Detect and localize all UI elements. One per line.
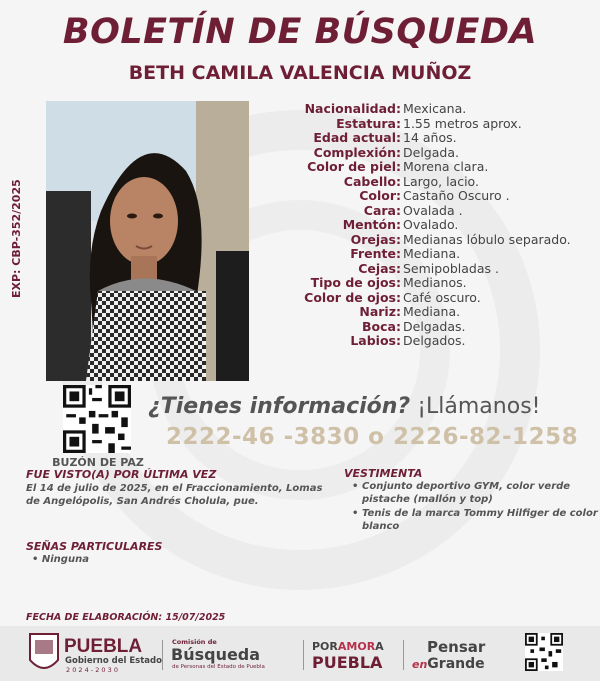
clothing-list <box>350 481 600 535</box>
qr-code-footer[interactable] <box>525 633 563 671</box>
creation-date: FECHA DE ELABORACIÓN: 15/07/2025 <box>26 612 226 623</box>
footer-divider <box>162 640 163 670</box>
puebla2-text: PUEBLA <box>312 653 383 672</box>
years-text: 2 0 2 4 - 2 0 3 0 <box>66 666 118 674</box>
pensar-text: Pensar <box>427 638 486 656</box>
poramor-text <box>312 640 384 653</box>
detail-label: Complexión: <box>313 144 401 160</box>
detail-label: Estatura: <box>336 115 401 131</box>
detail-label: Color de ojos: <box>304 289 401 305</box>
detail-row <box>262 247 600 262</box>
detail-row <box>262 262 600 277</box>
gobierno-text: Gobierno del Estado <box>65 656 162 666</box>
detail-label: Orejas: <box>350 231 401 247</box>
detail-row <box>262 204 600 219</box>
phone-numbers[interactable]: 2222-46 -3830 o 2226-82-1258 <box>166 424 579 450</box>
detail-label: Mentón: <box>342 217 401 232</box>
detail-value: Medianos. <box>403 275 467 290</box>
detail-label: Cara: <box>363 202 401 218</box>
detail-label: Edad actual: <box>313 130 401 145</box>
question-text: ¿Tienes información? <box>148 394 411 419</box>
grande-text: Grande <box>427 656 485 672</box>
puebla-logo-text: PUEBLA <box>64 636 143 657</box>
list-item: • Conjunto deportivo GYM, color verde pistache (mallón y top) <box>350 481 600 506</box>
detail-value: Mexicana. <box>403 101 467 116</box>
detail-label: Labios: <box>350 333 401 348</box>
detail-value: Ovalada . <box>403 202 463 218</box>
detail-value: Delgadas. <box>403 318 466 334</box>
physical-details <box>262 102 600 349</box>
detail-value: Café oscuro. <box>403 289 481 305</box>
detail-value: Semipobladas . <box>403 260 499 276</box>
detail-value: Ovalado. <box>403 217 459 232</box>
detail-label: Nacionalidad: <box>304 101 401 116</box>
buzon-label: BUZÓN DE PAZ <box>52 456 144 469</box>
marks-heading: SEÑAS PARTICULARES <box>26 540 163 553</box>
detail-value: Delgados. <box>403 333 466 348</box>
detail-value: Medianas lóbulo separado. <box>403 231 571 247</box>
comision-small: Comisión de <box>172 638 217 646</box>
detail-row <box>262 291 600 306</box>
detail-value: Mediana. <box>403 246 461 261</box>
a-text: A <box>375 640 384 653</box>
detail-value: Largo, lacio. <box>403 173 479 189</box>
puebla-shield-icon <box>28 632 60 676</box>
engrande-text <box>412 656 485 672</box>
qr-code-buzon[interactable] <box>63 385 131 453</box>
detail-row <box>262 276 600 291</box>
detail-row <box>262 189 600 204</box>
en-text: en <box>412 658 428 671</box>
detail-row <box>262 320 600 335</box>
last-seen-heading: FUE VISTO(A) POR ÚLTIMA VEZ <box>26 468 217 481</box>
detail-value: Delgada. <box>403 144 459 160</box>
detail-value: Morena clara. <box>403 159 489 174</box>
case-number: EXP: CBP-352/2025 <box>10 179 23 298</box>
detail-row <box>262 131 600 146</box>
detail-row <box>262 218 600 233</box>
detail-label: Boca: <box>362 318 401 334</box>
detail-value: Castaño Oscuro . <box>403 188 510 203</box>
detail-row <box>262 117 600 132</box>
detail-label: Cabello: <box>343 173 401 189</box>
footer-divider <box>303 640 304 670</box>
detail-value: 14 años. <box>403 130 457 145</box>
detail-label: Cejas: <box>358 260 401 276</box>
list-item: • Tenis de la marca Tommy Hilfiger de color blanco <box>350 508 600 533</box>
bulletin-title: BOLETÍN DE BÚSQUEDA <box>62 12 538 52</box>
detail-label: Color: <box>359 188 401 203</box>
list-item: • Ninguna <box>32 554 89 565</box>
call-text: ¡Llámanos! <box>417 394 541 419</box>
por-text: POR <box>312 640 338 653</box>
detail-row <box>262 175 600 190</box>
detail-row <box>262 305 600 320</box>
comision-sub: de Personas del Estado de Puebla <box>172 664 265 670</box>
info-question <box>148 394 540 419</box>
person-name: BETH CAMILA VALENCIA MUÑOZ <box>128 62 472 84</box>
detail-value: 1.55 metros aprox. <box>403 115 522 131</box>
detail-label: Tipo de ojos: <box>310 275 401 290</box>
comision-big: Búsqueda <box>171 645 261 664</box>
marks-list <box>32 554 89 565</box>
last-seen-text: El 14 de julio de 2025, en el Fraccionamiento, Lomas de Angelópolis, San Andrés Cholula, pue. <box>26 483 323 507</box>
detail-row <box>262 160 600 175</box>
detail-label: Frente: <box>350 246 401 261</box>
detail-row <box>262 102 600 117</box>
detail-row <box>262 146 600 161</box>
detail-value: Mediana. <box>403 304 461 319</box>
clothing-heading: VESTIMENTA <box>344 467 423 480</box>
detail-label: Color de piel: <box>307 159 401 174</box>
footer-divider <box>403 640 404 670</box>
amor-text: AMOR <box>337 640 376 653</box>
detail-row <box>262 233 600 248</box>
detail-row <box>262 334 600 349</box>
detail-label: Nariz: <box>359 304 401 319</box>
person-photo <box>46 101 249 381</box>
